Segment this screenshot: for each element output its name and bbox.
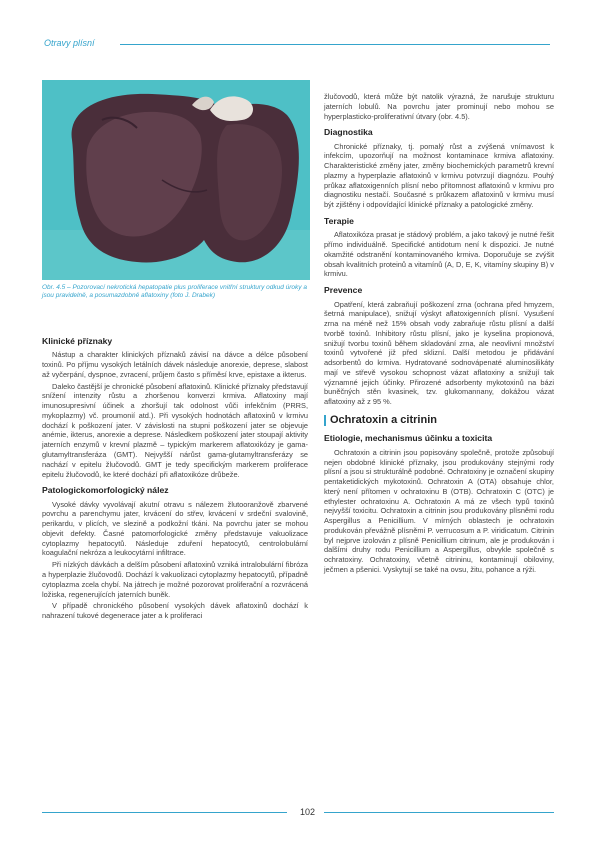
section-heading: Patologickomorfologický nález (42, 485, 169, 496)
section-heading: Terapie (324, 216, 354, 226)
section-heading: Klinické příznaky (42, 336, 113, 346)
right-column (324, 92, 554, 577)
body-paragraph: Při nízkých dávkách a delším působení aflatoxinů vzniká intralobulární fibróza a hyperplazie žlučovodů. Dochází k vakuolizaci cytoplazmy hepatocytů, případně cytoplazma zcela chybí. Na játrech je možné pozorovat proliferační a rozvrácená ložiska, regenerujících jaterních buněk. (42, 560, 308, 599)
body-paragraph: Aflatoxikóza prasat je stádový problém, a jako takový je nutné řešit přímo individuálně. Specifické antidotum není k dispozici. Je nutné okamžité odstranění kontaminovaného krmiva. Doporučuje se zvýšit obsah kvalitních proteinů a vitamínů (A, D, E, K, vitamíny skupiny B) v krmivu. (324, 230, 554, 279)
running-title: Otravy plísní (44, 38, 95, 48)
left-column (42, 330, 308, 623)
accent-bar (324, 415, 326, 426)
page-number: 102 (300, 807, 316, 817)
chapter-heading (324, 413, 554, 428)
section-heading: Diagnostika (324, 127, 373, 138)
body-paragraph: V případě chronického působení vysokých dávek aflatoxinů dochází k nahrazení tukové degenerace jater a k proliferaci (42, 601, 308, 621)
footer-rule-left (42, 812, 287, 813)
continued-text (324, 92, 554, 121)
subsection-heading: Etiologie, mechanismus účinku a toxicita (324, 433, 493, 444)
body-paragraph: Daleko častější je chronické působení aflatoxinů. Klinické příznaky představují snížení intenzity růstu a zhoršenou konverzi krmiva. Aflatoxiny mají imunosupresivní účinek a zhoršují tak odolnost vůči infekčním (PRRS, mykoplazmy) vč. proumonií atd.). Při vysokých hodnotách aflatoxinů v krmivu dochází k poškození jater. V závislosti na stupni poškození jater se objevuje anémie, ikterus, anorexie a deprese. Následkem poškození jater stoupají aktivity jaterních enzymů v krevní plazmě – typickým markerem aflatoxikózy je gama-glutamyltransferáza (GMT). Nejvyšší nárůst gama-glutamyltransferázy se nachází v epitelu žlučovodů. GMT je tedy specifickým markerem proliferace epitelu žlučovodů, ke které dochází při aflatoxikóze drůbeže. (42, 381, 308, 479)
footer-rule-right (324, 812, 554, 813)
body-paragraph: Vysoké dávky vyvolávají akutní otravu s nálezem žlutooranžově zbarvené povrchu a parenchymu jater, krvácení do střev, krvácení v srdeční svalovině, perikardu, v plicích, ve slezině a podkožní tkáni. Na povrchu jater se mohou objevit defekty. Časné patomorfologické změny představuje vakuolizace cytoplazmy hepatocytů. Následuje zduření hepatocytů, centrolobulární koagulační nekróza a leukocytární infiltrace. (42, 499, 308, 558)
body-paragraph: Opatření, která zabraňují poškození zrna (ochrana před hmyzem, šetrná manipulace), snižují výskyt aflatoxigenních plísní. Vysušení zrna na méně než 15% obsah vody zabraňuje růstu plísní a další tvorbě toxinů. Inhibitory růstu plísní, jako je kyselina propionová, snižují tvorbu toxinů během skladování zrna, ale neovlivní množství toxinů vytvořené již před sklizní. Další metodou je přidávání adsorbentů do krmiva. Hydratované sodnovápenaté aluminosilikáty mají ve střevě vysokou schopnost vázat aflatoxiny a snižují tak významné jejich účinky. Přirozené adsorbenty mykotoxinů na bázi buněčných stěn kvasinek, tzv. glukomannany, dokážou vázat aflatoxiny až z 95 %. (324, 299, 554, 407)
chapter-title: Ochratoxin a citrinin (330, 413, 437, 426)
body-paragraph: Nástup a charakter klinických příznaků závisí na dávce a délce působení toxinů. Po příjmu vysokých letálních dávek následuje anorexie, deprese, slabost až vyčerpání, dyspnoe, zvracení, průjem často s příměsí krve, epistaxe a ikterus. (42, 350, 308, 379)
body-paragraph: Chronické příznaky, tj. pomalý růst a zvýšená vnímavost k infekcím, upozorňují na možnost kontaminace krmiva aflatoxiny. Charakteristické změny jater, změny biochemických parametrů krevní plazmy a hyperplazie aflatoxinů v krmivu potvrzují diagnózu. Pouhý průkaz aflatoxigenních plísní nebo přítomnost aflatoxinů v krmivu pro diagnostiku nestačí. Současné s průkazem aflatoxinů v krmivu musí být zjištěny i odpovídající klinické příznaky a patologické změny. (324, 141, 554, 210)
liver-photo (42, 80, 310, 280)
body-paragraph: žlučovodů, která může být natolik výrazná, že narušuje strukturu jaterních lobulů. Na povrchu jater prominují nebo mohou se hyperplasticko-proliferativní útvary (obr. 4.5). (324, 92, 554, 121)
section-heading: Prevence (324, 285, 363, 296)
body-paragraph: Ochratoxin a citrinin jsou popisovány společně, protože způsobují nejen obdobné klinické příznaky, jsou produkovány stejnými rody plísní a jsou si strukturálně podobné. Ochratoxiny je označení skupiny pentaketidických mykotoxinů. Ochratoxin A (OTA) obsahuje chlor, který není přítomen v ochratoxinu B (OTB). Ochratoxin C (OTC) je ethylester ochratoxinu A. Ochratoxin A má ze všech typů toxinů nejvyšší toxicitu. Ochratoxin a citrinin jsou produkovány plísněmi rodu Aspergillus a Penicillium. V mírných oblastech je ochratoxin produkován převážně plísněmi P. verrucosum a P. viridicatum. Citrinin byl nejprve izolován z plísně Penicillium citrinum, ale je produkován i dalšími druhy rodu Penicillium a Aspergillus, obvykle společně s ochratoxiny. Ochratoxiny, včetně citrininu, kontaminují obiloviny, ječmen a pšenici. Vyskytují se také na ovsu, žitu, pohance a rýži. (324, 447, 554, 574)
header-rule (120, 44, 550, 45)
figure-caption: Obr. 4.5 – Pozorovací nekrotická hepatopatie plus proliferace vnitřní struktury odkud úroky a jsou pravidelně, a posumazdobně aflatoxiny (foto J. Drabek) (42, 284, 307, 300)
